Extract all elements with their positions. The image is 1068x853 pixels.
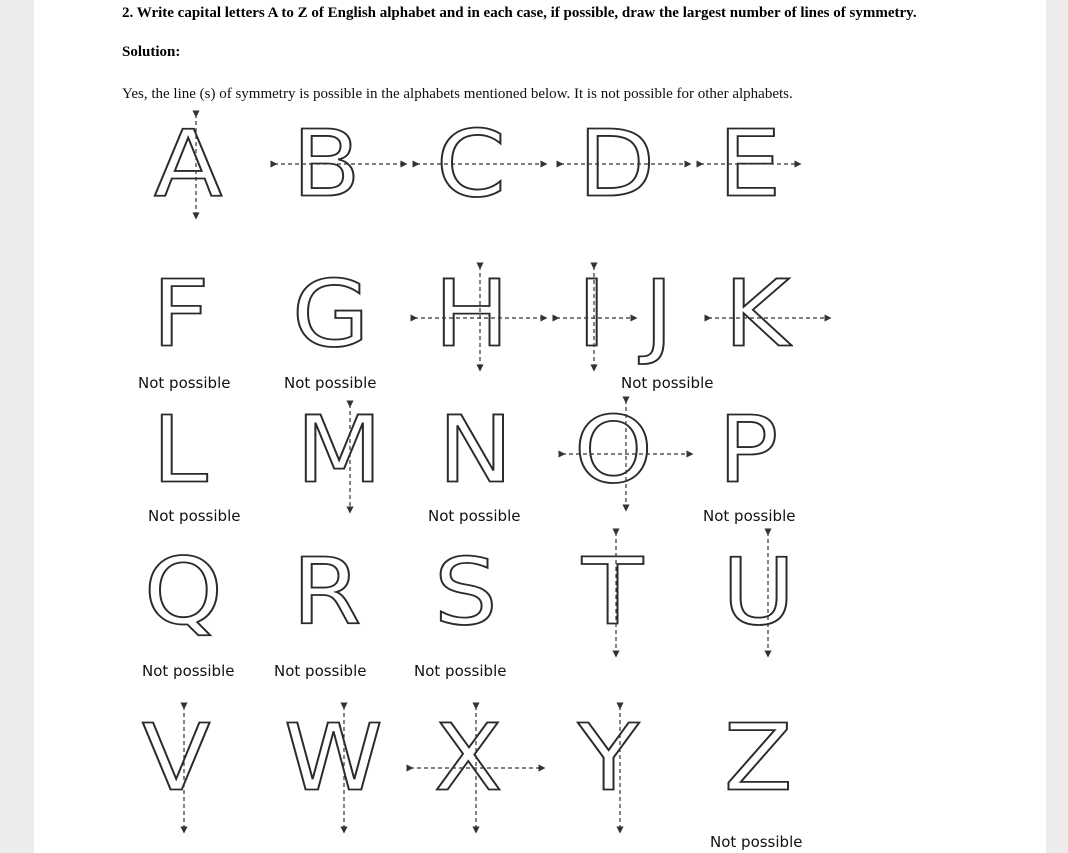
letter-f: F xyxy=(152,259,210,368)
letter-u: U xyxy=(722,537,796,646)
letter-t: T xyxy=(582,537,644,646)
letter-m: M xyxy=(296,395,383,504)
solution-label: Solution: xyxy=(122,44,181,60)
letter-d: D xyxy=(578,109,656,218)
letter-z: Z xyxy=(724,703,793,812)
letter-s: S xyxy=(434,537,498,646)
not-possible-q: Not possible xyxy=(142,662,235,680)
letter-x: X xyxy=(434,703,503,812)
not-possible-l: Not possible xyxy=(148,507,241,525)
letter-a: A xyxy=(154,109,223,218)
letter-i: I xyxy=(577,259,607,368)
not-possible-s: Not possible xyxy=(414,662,507,680)
letter-c: C xyxy=(436,109,506,218)
not-possible-g: Not possible xyxy=(284,374,377,392)
question-text: 2. Write capital letters A to Z of English alphabet and in each case, if possible, draw the largest number of lines of symmetry. xyxy=(122,5,917,21)
letter-e: E xyxy=(718,109,782,218)
letter-r: R xyxy=(292,537,362,646)
intro-text: Yes, the line (s) of symmetry is possible in the alphabets mentioned below. It is not possible for other alphabets. xyxy=(122,86,793,102)
letter-g: G xyxy=(292,259,370,368)
letter-p: P xyxy=(718,395,779,504)
letter-y: Y xyxy=(578,703,640,812)
not-possible-n: Not possible xyxy=(428,507,521,525)
not-possible-f: Not possible xyxy=(138,374,231,392)
letter-h: H xyxy=(434,259,510,368)
letter-n: N xyxy=(438,395,513,504)
letter-w: W xyxy=(284,703,383,812)
document-page xyxy=(34,0,1046,853)
letter-k: K xyxy=(724,259,790,368)
not-possible-j: Not possible xyxy=(621,374,714,392)
not-possible-z: Not possible xyxy=(710,833,803,851)
letter-q: Q xyxy=(144,537,223,646)
letter-l: L xyxy=(152,395,208,504)
letter-b: B xyxy=(292,109,361,218)
letter-j: J xyxy=(644,259,674,368)
letter-o: O xyxy=(574,395,653,504)
letter-v: V xyxy=(142,703,211,812)
not-possible-p: Not possible xyxy=(703,507,796,525)
not-possible-r: Not possible xyxy=(274,662,367,680)
